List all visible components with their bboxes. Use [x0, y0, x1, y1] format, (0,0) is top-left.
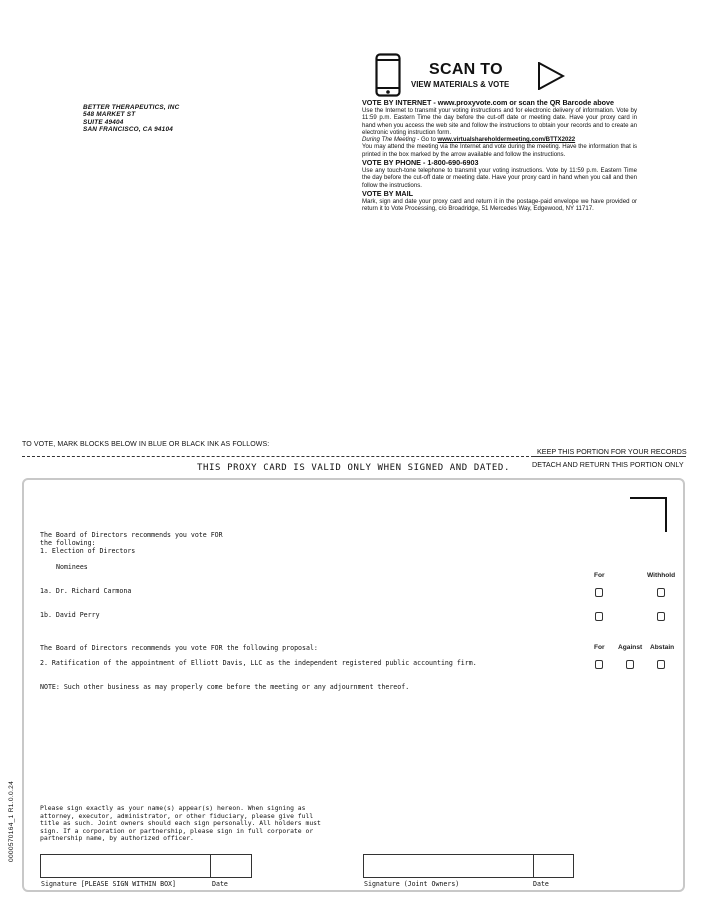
item-1-label: 1. Election of Directors [40, 547, 136, 555]
col-withhold-header: Withhold [647, 572, 676, 579]
meeting-goto: - Go to [415, 136, 438, 144]
joint-date-label: Date [533, 880, 549, 888]
item-2-for-checkbox[interactable] [595, 660, 603, 669]
address-line-1: BETTER THERAPEUTICS, INC [83, 104, 180, 111]
date-box[interactable] [210, 854, 252, 878]
detach-portion-label: DETACH AND RETURN THIS PORTION ONLY [532, 460, 684, 469]
signature-box[interactable] [40, 854, 211, 878]
mailing-address [83, 104, 179, 134]
document-code: 0000570164_1 R1.0.0.24 [8, 780, 15, 862]
joint-signature-box[interactable] [363, 854, 534, 878]
sign-note-line: attorney, executor, administrator, or other fiduciary, please give full [40, 811, 314, 820]
meeting-link[interactable]: www.virtualshareholdermeeting.com/BTTX2022 [437, 136, 576, 144]
scan-subtitle: VIEW MATERIALS & VOTE [411, 80, 510, 89]
internet-heading: VOTE BY INTERNET - www.proxyvote.com or scan the QR Barcode above [362, 98, 615, 107]
col2-abstain-header: Abstain [650, 644, 675, 651]
col-for-header: For [594, 572, 605, 579]
meeting-body: You may attend the meeting via the Internet and vote during the meeting. Have the information that is printed in the box marked by the arrow available and follow the instructions. [362, 143, 637, 158]
meeting-line [362, 136, 637, 143]
phone-heading: VOTE BY PHONE - 1-800-690-6903 [362, 158, 479, 168]
signing-instructions [40, 805, 321, 843]
nominee-1b-for-checkbox[interactable] [595, 612, 603, 621]
address-line-4: SAN FRANCISCO, CA 94104 [83, 126, 173, 134]
nominee-1a: 1a. Dr. Richard Carmona [40, 587, 132, 595]
col2-for-header: For [594, 644, 605, 651]
item-2-label: 2. Ratification of the appointment of Elliott Davis, LLC as the independent registered public accounting firm. [40, 659, 477, 667]
note-text: NOTE: Such other business as may properly come before the meeting or any adjournment thereof. [40, 683, 410, 691]
sign-note-line: partnership name, by authorized officer. [40, 834, 194, 842]
internet-body: Use the Internet to transmit your voting instructions and for electronic delivery of information. Vote by 11:59 p.m. Eastern Time the day before the cut-off date or meeting date. Have your proxy card in hand when you access the web site and follow the instructions to obtain your records and to create an electronic voting instruction form. [362, 107, 637, 136]
board-rec-1b: the following: [40, 539, 96, 547]
phone-body: Use any touch-tone telephone to transmit your voting instructions. Vote by 11:59 p.m. Eastern Time the day before the cut-off date or meeting date. Have your proxy card in hand when you call and then follow the instructions. [362, 167, 637, 189]
address-line-2: 548 MARKET ST [83, 111, 136, 119]
detach-dashed-line [22, 456, 534, 457]
address-line-3: SUITE 49404 [83, 118, 124, 126]
item-2-against-checkbox[interactable] [626, 660, 634, 669]
smartphone-icon [375, 53, 401, 97]
keep-portion-label: KEEP THIS PORTION FOR YOUR RECORDS [537, 447, 687, 456]
sign-note-line: title as such. Joint owners should each sign personally. All holders must [40, 819, 321, 827]
meeting-intro: During The Meeting [362, 136, 416, 144]
date-label: Date [212, 880, 228, 888]
mail-body: Mark, sign and date your proxy card and return it in the postage-paid envelope we have provided or return it to Vote Processing, c/o Broadridge, 51 Mercedes Way, Edgewood, NY 11717. [362, 197, 637, 213]
detach-solid-line [534, 456, 686, 457]
corner-mark [630, 497, 667, 532]
nominee-1a-for-checkbox[interactable] [595, 588, 603, 597]
sign-note-line: sign. If a corporation or partnership, please sign in full corporate or [40, 826, 314, 835]
play-arrow-icon [537, 62, 565, 90]
board-rec-2: The Board of Directors recommends you vote FOR the following proposal: [40, 644, 318, 652]
sign-note-line: Please sign exactly as your name(s) appear(s) hereon. When signing as [40, 804, 306, 812]
signature-label: Signature [PLEASE SIGN WITHIN BOX] [41, 880, 176, 888]
board-rec-1a: The Board of Directors recommends you vote FOR [40, 531, 223, 539]
item-2-abstain-checkbox[interactable] [657, 660, 665, 669]
nominee-1b-withhold-checkbox[interactable] [657, 612, 665, 621]
mark-instructions: TO VOTE, MARK BLOCKS BELOW IN BLUE OR BLACK INK AS FOLLOWS: [22, 441, 270, 448]
joint-date-box[interactable] [533, 854, 574, 878]
nominee-1a-withhold-checkbox[interactable] [657, 588, 665, 597]
validity-notice: THIS PROXY CARD IS VALID ONLY WHEN SIGNED AND DATED. [197, 463, 510, 473]
col2-against-header: Against [618, 644, 643, 651]
voting-instructions [362, 98, 637, 213]
mail-heading: VOTE BY MAIL [362, 188, 413, 198]
nominee-1b: 1b. David Perry [40, 611, 100, 619]
joint-signature-label: Signature (Joint Owners) [364, 880, 460, 888]
nominees-label: Nominees [56, 563, 88, 571]
scan-title: SCAN TO [429, 61, 503, 78]
